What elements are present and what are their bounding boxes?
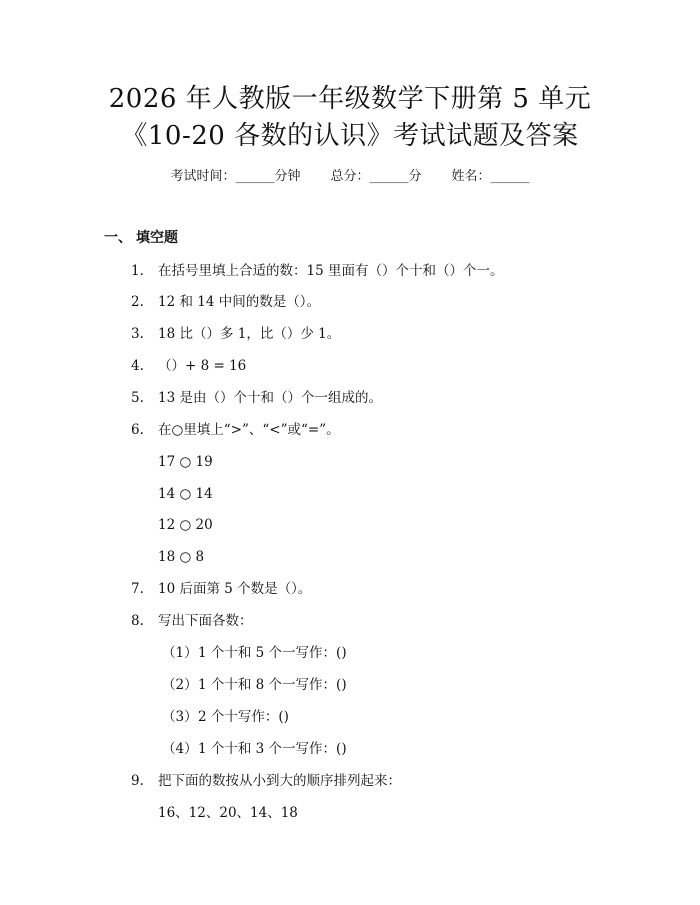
question-text: 在○里填上“>”、“<”或“=”。: [158, 422, 340, 438]
exam-title-line-1: 2026 年人教版一年级数学下册第 5 单元: [108, 84, 592, 114]
item-text: 1 个十和 3 个一写作：(): [198, 741, 347, 757]
question-text: 18 比（）多 1，比（）少 1。: [158, 326, 341, 342]
question-text: 在括号里填上合适的数：15 里面有（）个十和（）个一。: [158, 263, 504, 279]
total-score-field: 总分：______分: [330, 169, 422, 184]
item-label: （2）: [162, 677, 198, 693]
question-text: 把下面的数按从小到大的顺序排列起来：: [158, 773, 401, 789]
write-number-item: [162, 644, 347, 662]
exam-time-field: 考试时间：______分钟: [170, 169, 301, 184]
question-text: 13 是由（）个十和（）个一组成的。: [158, 390, 382, 406]
exam-title-line-2: 《10-20 各数的认识》考试试题及答案: [121, 121, 579, 151]
question-number: 4.: [131, 358, 144, 374]
question-text: 12 和 14 中间的数是（）。: [158, 294, 320, 310]
section-number: 一、: [104, 230, 132, 246]
item-text: 1 个十和 5 个一写作：(): [198, 645, 347, 661]
compare-item: 12 ○ 20: [158, 517, 213, 533]
question-text: （）+ 8 = 16: [158, 358, 247, 374]
compare-item: 18 ○ 8: [158, 549, 205, 565]
section-heading: [104, 229, 178, 247]
write-number-item: [162, 740, 347, 758]
question-number: 8.: [131, 613, 144, 629]
compare-item: 17 ○ 19: [158, 454, 213, 470]
write-number-item: [162, 676, 347, 694]
exam-meta: [0, 168, 700, 186]
question-text: 10 后面第 5 个数是（）。: [158, 581, 312, 597]
item-label: （4）: [162, 741, 198, 757]
item-text: 1 个十和 8 个一写作：(): [198, 677, 347, 693]
number-sequence: 16、12、20、14、18: [158, 805, 298, 821]
question-number: 9.: [131, 773, 144, 789]
compare-item: 14 ○ 14: [158, 486, 213, 502]
question-number: 3.: [131, 326, 144, 342]
question-text: 写出下面各数：: [158, 613, 253, 629]
question-number: 7.: [131, 581, 144, 597]
student-name-field: 姓名：______: [451, 169, 530, 184]
item-text: 2 个十写作：(): [198, 709, 289, 725]
question-number: 6.: [131, 422, 144, 438]
write-number-item: [162, 708, 289, 726]
question-number: 2.: [131, 294, 144, 310]
section-title: 填空题: [136, 230, 178, 246]
item-label: （1）: [162, 645, 198, 661]
question-number: 1.: [131, 263, 144, 279]
question-number: 5.: [131, 390, 144, 406]
item-label: （3）: [162, 709, 198, 725]
